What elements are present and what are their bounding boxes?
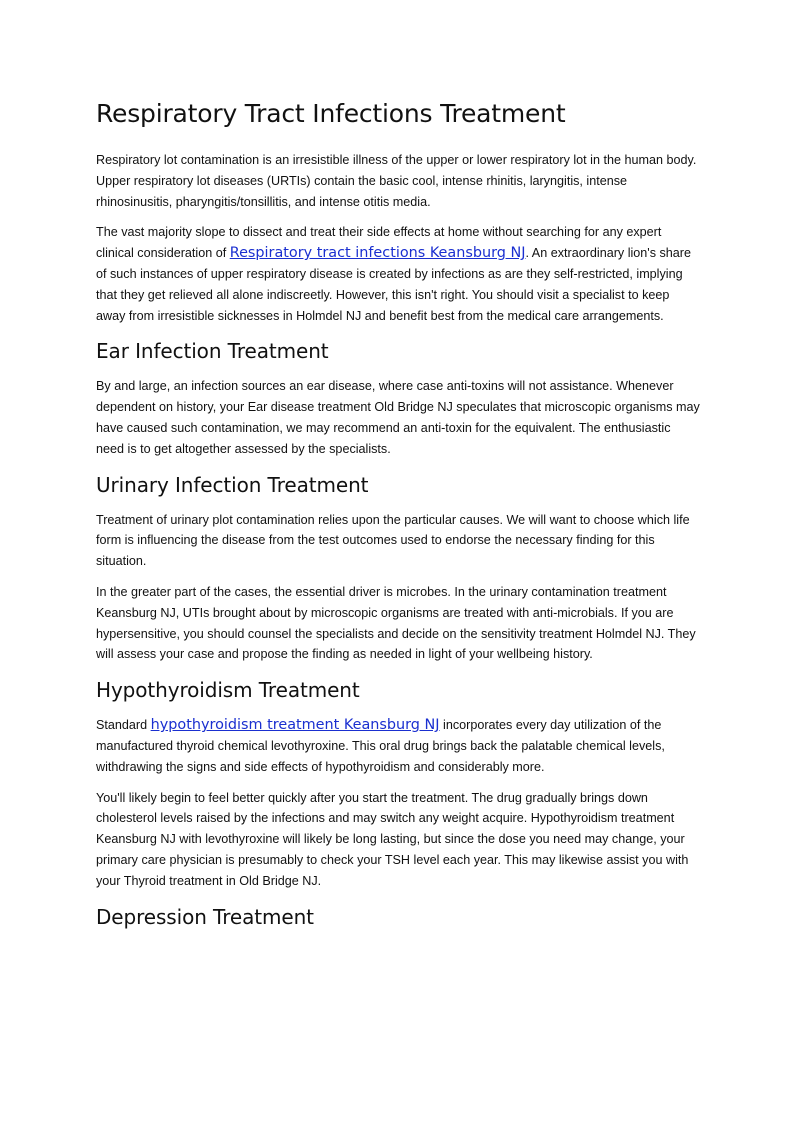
hypothyroidism-treatment-link[interactable]: hypothyroidism treatment Keansburg NJ bbox=[150, 717, 440, 734]
hypothyroidism-paragraph-2: You'll likely begin to feel better quickly after you start the treatment. The drug gradually brings down cholesterol levels raised by the infections and may switch any weight acquire. Hypothyroidism treatment Keansburg NJ with levothyroxine will likely be long lasting, but since the dose you need may change, your primary care physician is presumably to check your TSH level each year. This may likewise assist you with your Thyroid treatment in Old Bridge NJ. bbox=[96, 790, 689, 888]
ear-infection-heading: Ear Infection Treatment bbox=[96, 339, 329, 364]
document-page bbox=[96, 96, 700, 942]
respiratory-paragraph-1: Respiratory lot contamination is an irresistible illness of the upper or lower respiratory lot in the human body. Upper respiratory lot diseases (URTIs) contain the basic cool, intense rhinitis, laryngitis, intense rhinosinusitis, pharyngitis/tonsillitis, and intense otitis media. bbox=[96, 153, 697, 209]
page-title: Respiratory Tract Infections Treatment bbox=[96, 99, 566, 128]
ear-paragraph-1: By and large, an infection sources an ear disease, where case anti-toxins will not assistance. Whenever dependent on history, your Ear disease treatment Old Bridge NJ speculates that microscopic organisms may have caused such contamination, we may recommend an anti-toxin for the equivalent. The enthusiastic need is to get altogether assessed by the specialists. bbox=[96, 379, 700, 456]
urinary-paragraph-1: Treatment of urinary plot contamination relies upon the particular causes. We will want to choose which life form is influencing the disease from the test outcomes used to endorse the necessary finding for this situation. bbox=[96, 512, 690, 569]
hypothyroidism-heading: Hypothyroidism Treatment bbox=[96, 678, 360, 703]
respiratory-paragraph-2 bbox=[96, 222, 700, 326]
hypo-p1-text-after: incorporates every day utilization of the manufactured thyroid chemical levothyroxine. This oral drug brings back the palatable chemical levels, withdrawing the signs and side effects of hypothyroidism and considerably more. bbox=[96, 718, 665, 774]
urinary-infection-heading: Urinary Infection Treatment bbox=[96, 472, 369, 497]
hypo-p1-text-before: Standard bbox=[96, 718, 151, 733]
depression-heading: Depression Treatment bbox=[96, 904, 314, 929]
urinary-paragraph-2: In the greater part of the cases, the essential driver is microbes. In the urinary contamination treatment Keansburg NJ, UTIs brought about by microscopic organisms are treated with anti-microbials. If you are hypersensitive, you should counsel the specialists and decide on the sensitivity treatment Holmdel NJ. They will assess your case and propose the finding as needed in light of your wellbeing history. bbox=[96, 584, 696, 662]
respiratory-p2-text-before: The vast majority slope to dissect and treat their side effects at home without searching for any expert clinical consideration of bbox=[96, 225, 662, 261]
hypothyroidism-paragraph-1 bbox=[96, 715, 700, 777]
respiratory-infections-link[interactable]: Respiratory tract infections Keansburg NJ bbox=[229, 245, 526, 262]
respiratory-p2-text-after: . An extraordinary lion's share of such instances of upper respiratory disease is created by infections as are they self-restricted, implying that they get relieved all alone indiscreetly. However, this isn't right. You should visit a specialist to keep away from irresistible sicknesses in Holmdel NJ and benefit best from the medical care arrangements. bbox=[96, 246, 692, 323]
